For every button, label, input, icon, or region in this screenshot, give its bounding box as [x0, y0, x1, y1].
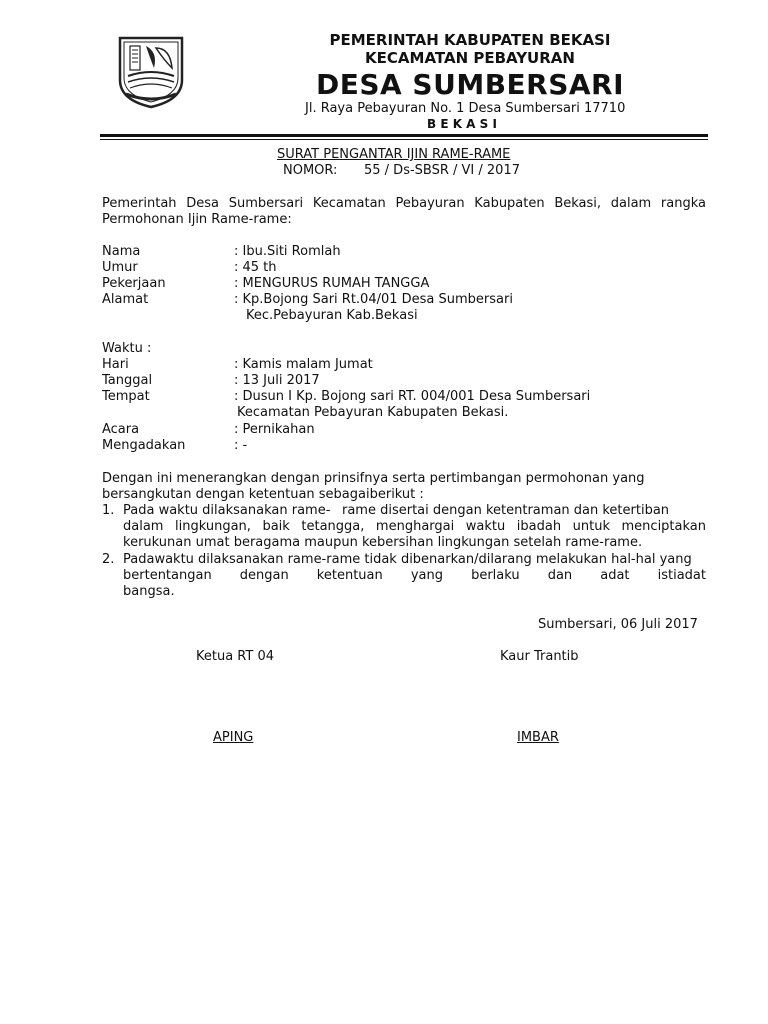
job-value: : MENGURUS RUMAH TANGGA	[234, 276, 430, 291]
job-label: Pekerjaan	[102, 276, 166, 291]
letterhead-divider-thin	[100, 139, 708, 140]
item-2-line-2: bertentangan dengan ketentuan yang berlaku dan adat istiadat	[123, 568, 706, 583]
item-1-line-3: kerukunan umat beragama maupun kebersihan lingkungan setelah rame-rame.	[123, 535, 643, 550]
place-value-continued: Kecamatan Pebayuran Kabupaten Bekasi.	[237, 405, 509, 420]
letter-number-label: NOMOR:	[283, 163, 338, 178]
intro-line-2: Permohonan Ijin Rame-rame:	[102, 212, 292, 227]
letter-title: SURAT PENGANTAR IJIN RAME-RAME	[277, 147, 511, 162]
date-value: : 13 Juli 2017	[234, 373, 320, 388]
event-label: Acara	[102, 422, 140, 437]
letterhead-village: DESA SUMBERSARI	[315, 68, 625, 101]
day-value: : Kamis malam Jumat	[234, 357, 373, 372]
item-2-number: 2.	[102, 552, 115, 567]
letter-number-value: 55 / Ds-SBSR / VI / 2017	[364, 163, 520, 178]
statement-line-2: bersangkutan dengan ketentuan sebagaiberikut :	[102, 487, 424, 502]
address-value-continued: Kec.Pebayuran Kab.Bekasi	[246, 308, 418, 323]
item-1-line-1b: rame disertai dengan ketentraman dan ketertiban	[342, 503, 670, 518]
signatory-left-name: APING	[213, 730, 254, 745]
name-value: : Ibu.Siti Romlah	[234, 244, 341, 259]
item-1-line-1a: Pada waktu dilaksanakan rame-	[123, 503, 331, 518]
intro-line-1: Pemerintah Desa Sumbersari Kecamatan Pebayuran Kabupaten Bekasi, dalam rangka	[102, 196, 706, 211]
item-2-line-3: bangsa.	[123, 584, 175, 599]
place-value: : Dusun I Kp. Bojong sari RT. 004/001 Desa Sumbersari	[234, 389, 591, 404]
signatory-right-title: Kaur Trantib	[500, 649, 579, 664]
age-value: : 45 th	[234, 260, 277, 275]
item-2-line-1: Padawaktu dilaksanakan rame-rame tidak dibenarkan/dilarang melakukan hal-hal yang	[123, 552, 692, 567]
letterhead-government: PEMERINTAH KABUPATEN BEKASI	[329, 31, 611, 49]
time-heading: Waktu :	[102, 341, 152, 356]
signatory-right-name: IMBAR	[517, 730, 559, 745]
address-label: Alamat	[102, 292, 149, 307]
address-value: : Kp.Bojong Sari Rt.04/01 Desa Sumbersari	[234, 292, 513, 307]
regency-coat-of-arms-icon	[116, 34, 186, 110]
event-value: : Pernikahan	[234, 422, 315, 437]
place-label: Tempat	[102, 389, 150, 404]
signatory-left-title: Ketua RT 04	[196, 649, 275, 664]
item-1-line-2: dalam lingkungan, baik tetangga, menghargai waktu ibadah untuk menciptakan	[123, 519, 706, 534]
item-1-number: 1.	[102, 503, 115, 518]
age-label: Umur	[102, 260, 138, 275]
statement-line-1: Dengan ini menerangkan dengan prinsifnya serta pertimbangan permohonan yang	[102, 471, 645, 486]
date-label: Tanggal	[102, 373, 153, 388]
letterhead-district: KECAMATAN PEBAYURAN	[365, 49, 575, 67]
letterhead-address: Jl. Raya Pebayuran No. 1 Desa Sumbersari 17710	[305, 101, 626, 116]
letterhead-city: B E K A S I	[427, 117, 497, 131]
place-and-date: Sumbersari, 06 Juli 2017	[538, 617, 698, 632]
host-label: Mengadakan	[102, 438, 186, 453]
day-label: Hari	[102, 357, 129, 372]
name-label: Nama	[102, 244, 141, 259]
host-value: : -	[234, 438, 248, 453]
letterhead-divider-thick	[100, 134, 708, 137]
